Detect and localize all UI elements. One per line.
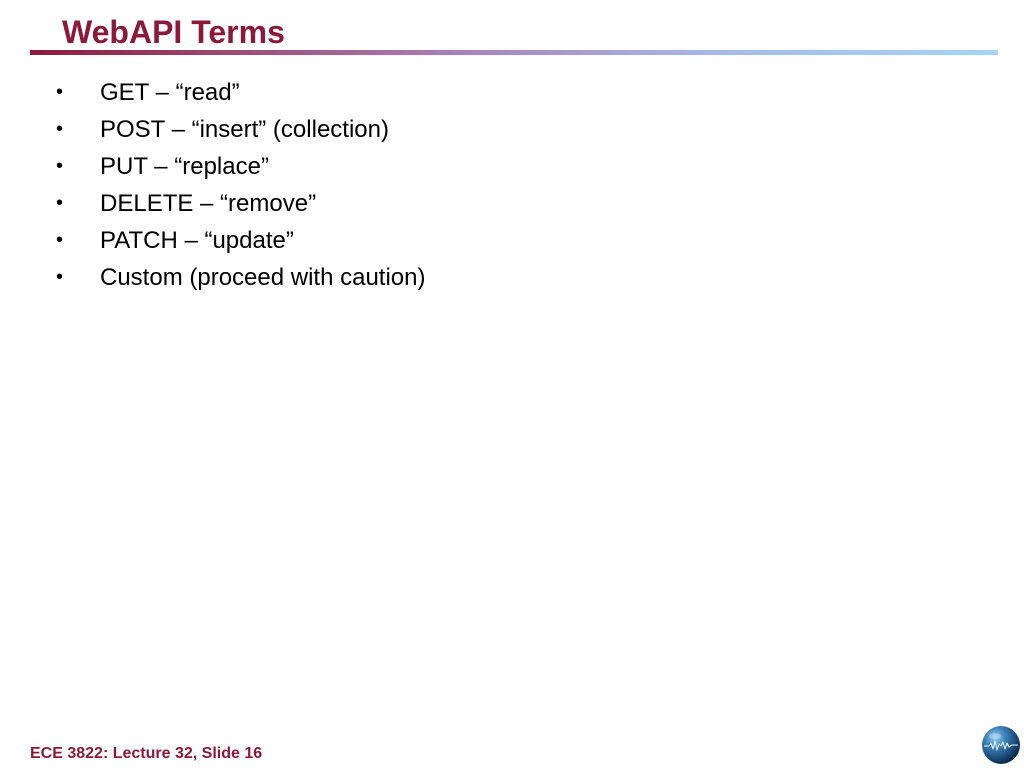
- bullet-dot: •: [56, 118, 64, 140]
- slide-title: WebAPI Terms: [62, 14, 285, 50]
- bullet-dot: •: [56, 192, 64, 214]
- title-divider: [30, 50, 998, 55]
- slide-footer: ECE 3822: Lecture 32, Slide 16: [30, 745, 263, 762]
- bullet-text: PATCH – “update”: [100, 227, 294, 254]
- bullet-dot: •: [56, 266, 64, 288]
- bullet-dot: •: [56, 229, 64, 251]
- globe-logo-icon: [980, 724, 1022, 766]
- bullet-text: DELETE – “remove”: [100, 190, 317, 217]
- bullet-dot: •: [56, 81, 64, 103]
- bullet-text: Custom (proceed with caution): [100, 264, 426, 291]
- bullet-text: POST – “insert” (collection): [100, 116, 389, 143]
- bullet-text: GET – “read”: [100, 79, 240, 106]
- bullet-text: PUT – “replace”: [100, 153, 269, 180]
- bullet-dot: •: [56, 155, 64, 177]
